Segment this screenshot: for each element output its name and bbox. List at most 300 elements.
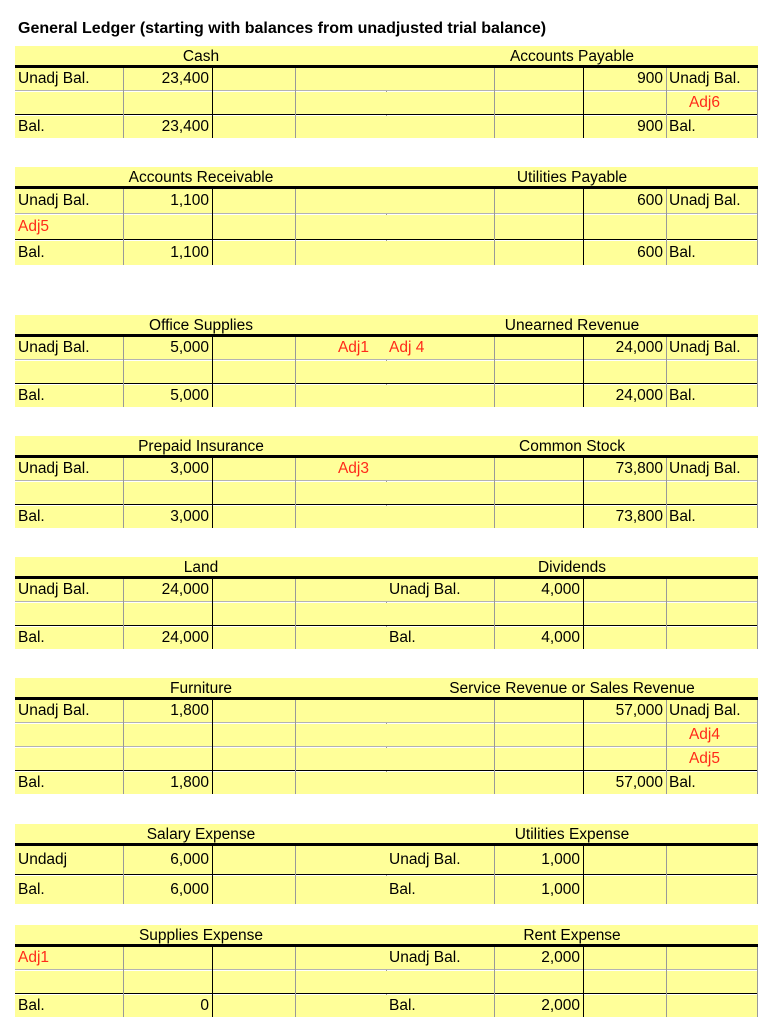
row-label: Unadj Bal. [18,192,90,209]
row-rule [386,359,758,360]
ledger-cell [495,361,583,383]
row-rule [15,993,387,994]
column-rule [123,337,124,407]
debit-amount: 23,400 [161,70,209,87]
column-rule [494,189,495,265]
ledger-cell [667,627,758,649]
ledger-cell [296,995,387,1017]
ledger-cell [213,215,295,239]
row-rule [15,359,387,360]
row-label: Unadj Bal. [389,581,461,598]
ledger-cell [386,458,494,480]
balance-label: Bal. [18,508,45,525]
debit-amount: 3,000 [170,460,209,477]
ledger-cell [15,748,123,770]
balance-label: Bal. [18,881,45,898]
account-utilities-expense [386,824,758,905]
ledger-cell [296,482,387,504]
ledger-cell [213,482,295,504]
balance-amount: 3,000 [170,508,209,525]
ledger-cell [584,971,666,993]
center-rule [212,458,213,528]
balance-amount: 6,000 [170,881,209,898]
ledger-cell [296,603,387,625]
balance-label: Bal. [18,997,45,1014]
account-name: Utilities Payable [516,169,628,186]
ledger-cell [213,458,295,480]
column-rule [123,458,124,528]
column-rule [123,189,124,265]
center-rule [212,68,213,138]
row-label: Unadj Bal. [18,460,90,477]
column-rule [666,68,667,138]
account-accounts-payable [386,46,758,139]
row-rule [386,504,758,505]
ledger-cell [296,189,387,213]
adjustment-label: Adj5 [688,750,720,767]
balance-label: Bal. [18,629,45,646]
account-furniture [15,678,387,795]
row-rule [386,969,758,970]
ledger-cell [386,241,494,265]
debit-amount: 1,100 [170,192,209,209]
ledger-cell [386,772,494,794]
ledger-cell [15,482,123,504]
account-rent-expense [386,925,758,1018]
row-label: Unadj Bal. [669,702,741,719]
ledger-cell [495,700,583,722]
row-rule [15,770,387,771]
ledger-cell [213,971,295,993]
ledger-cell [296,724,387,746]
column-rule [494,947,495,1017]
ledger-cell [667,846,758,874]
balance-amount: 1,100 [170,244,209,261]
column-rule [295,458,296,528]
column-rule [757,947,758,1017]
account-dividends [386,557,758,650]
ledger-cell [296,241,387,265]
ledger-cell [667,947,758,969]
account-name: Common Stock [519,438,625,455]
balance-label: Bal. [389,997,416,1014]
balance-label: Bal. [18,387,45,404]
balance-label: Bal. [669,387,696,404]
row-rule [15,504,387,505]
balance-amount: 57,000 [615,774,663,791]
account-name: Accounts Payable [509,48,635,65]
row-rule [386,90,758,91]
row-rule [15,625,387,626]
balance-label: Bal. [18,774,45,791]
ledger-cell [584,724,666,746]
account-supplies-expense [15,925,387,1018]
credit-amount: 73,800 [615,460,663,477]
ledger-cell [296,947,387,969]
ledger-cell [213,627,295,649]
row-label: Unadj Bal. [18,581,90,598]
ledger-cell [213,748,295,770]
balance-label: Bal. [669,118,696,135]
column-rule [666,337,667,407]
row-rule [15,874,387,875]
balance-label: Bal. [669,508,696,525]
account-name: Furniture [169,680,233,697]
ledger-cell [213,724,295,746]
row-rule [15,383,387,384]
ledger-cell [386,603,494,625]
account-accounts-receivable [15,167,387,266]
debit-amount: 4,000 [541,581,580,598]
adjustment-label: Adj1 [18,949,50,966]
ledger-cell [124,748,212,770]
column-rule [666,579,667,649]
ledger-cell [495,971,583,993]
ledger-cell [124,947,212,969]
row-rule [386,239,758,240]
account-name: Accounts Receivable [128,169,274,186]
row-label: Unadj Bal. [669,70,741,87]
row-label: Unadj Bal. [18,70,90,87]
ledger-cell [386,116,494,138]
account-name: Office Supplies [149,317,253,334]
account-name: Rent Expense [523,927,621,944]
ledger-cell [495,458,583,480]
column-rule [295,700,296,794]
ledger-cell [296,68,387,90]
row-rule [386,625,758,626]
ledger-cell [584,995,666,1017]
column-rule [123,579,124,649]
column-rule [295,337,296,407]
ledger-cell [213,189,295,213]
adjustment-label: Adj5 [18,218,50,235]
ledger-cell [296,627,387,649]
account-name: Land [183,559,219,576]
ledger-cell [15,361,123,383]
page-title: General Ledger (starting with balances from unadjusted trial balance) [18,20,547,37]
row-rule [386,993,758,994]
account-name: Utilities Expense [514,826,630,843]
ledger-cell [124,92,212,114]
ledger-cell [386,385,494,407]
ledger-cell [15,92,123,114]
column-rule [757,846,758,904]
column-rule [494,579,495,649]
ledger-cell [495,241,583,265]
ledger-cell [386,700,494,722]
ledger-cell [296,748,387,770]
ledger-cell [495,215,583,239]
column-rule [494,700,495,794]
row-rule [386,874,758,875]
ledger-cell [296,971,387,993]
ledger-cell [386,482,494,504]
row-rule [15,213,387,214]
ledger-cell [296,579,387,601]
debit-amount: 6,000 [170,851,209,868]
row-label: Unadj Bal. [389,851,461,868]
ledger-cell [124,482,212,504]
balance-label: Bal. [389,629,416,646]
column-rule [666,700,667,794]
ledger-cell [213,337,295,359]
row-label: Unadj Bal. [669,192,741,209]
row-label: Unadj Bal. [669,339,741,356]
ledger-cell [213,579,295,601]
row-rule [386,383,758,384]
ledger-cell [213,876,295,904]
row-label: Unadj Bal. [18,339,90,356]
ledger-cell [584,876,666,904]
balance-label: Bal. [669,244,696,261]
adjustment-label: Adj1 [337,339,369,356]
account-salary-expense [15,824,387,905]
ledger-cell [296,506,387,528]
account-land [15,557,387,650]
debit-amount: 1,800 [170,702,209,719]
balance-amount: 24,000 [615,387,663,404]
account-name: Cash [182,48,220,65]
ledger-cell [667,579,758,601]
ledger-cell [584,215,666,239]
center-rule [583,68,584,138]
account-common-stock [386,436,758,529]
column-rule [123,846,124,904]
ledger-cell [296,846,387,874]
ledger-cell [124,724,212,746]
row-rule [15,480,387,481]
row-label: Unadj Bal. [669,460,741,477]
column-rule [757,189,758,265]
column-rule [123,68,124,138]
debit-amount: 2,000 [541,949,580,966]
column-rule [295,68,296,138]
ledger-cell [386,68,494,90]
column-rule [494,337,495,407]
account-name: Prepaid Insurance [138,438,264,455]
center-rule [212,337,213,407]
ledger-cell [495,724,583,746]
ledger-cell [15,724,123,746]
center-rule [583,579,584,649]
credit-amount: 900 [637,70,663,87]
column-rule [757,458,758,528]
ledger-cell [213,68,295,90]
center-rule [212,579,213,649]
center-rule [583,947,584,1017]
balance-amount: 900 [637,118,663,135]
column-rule [666,846,667,904]
ledger-cell [386,506,494,528]
balance-amount: 5,000 [170,387,209,404]
ledger-cell [213,603,295,625]
debit-amount: 1,000 [541,851,580,868]
ledger-cell [495,189,583,213]
column-rule [295,846,296,904]
ledger-cell [495,116,583,138]
column-rule [666,947,667,1017]
center-rule [583,458,584,528]
balance-label: Bal. [389,881,416,898]
ledger-cell [386,361,494,383]
ledger-cell [15,603,123,625]
balance-amount: 4,000 [541,629,580,646]
column-rule [295,189,296,265]
ledger-cell [667,482,758,504]
credit-amount: 57,000 [615,702,663,719]
ledger-cell [584,947,666,969]
ledger-cell [584,92,666,114]
adjustment-label: Adj4 [688,726,720,743]
ledger-cell [495,385,583,407]
ledger-cell [584,846,666,874]
ledger-cell [213,700,295,722]
center-rule [212,846,213,904]
balance-amount: 1,000 [541,881,580,898]
balance-amount: 1,800 [170,774,209,791]
row-rule [386,770,758,771]
ledger-cell [667,971,758,993]
ledger-cell [495,482,583,504]
row-label: Undadj [18,851,68,868]
account-cash [15,46,387,139]
ledger-cell [495,506,583,528]
column-rule [123,947,124,1017]
row-rule [15,114,387,115]
ledger-cell [584,482,666,504]
credit-amount: 600 [637,192,663,209]
ledger-cell [495,92,583,114]
ledger-cell [296,700,387,722]
center-rule [583,189,584,265]
column-rule [494,68,495,138]
credit-amount: 24,000 [615,339,663,356]
adjustment-label: Adj 4 [389,339,425,356]
ledger-cell [584,603,666,625]
balance-label: Bal. [669,774,696,791]
center-rule [583,846,584,904]
ledger-cell [495,748,583,770]
ledger-cell [584,361,666,383]
column-rule [757,700,758,794]
ledger-cell [667,603,758,625]
row-label: Unadj Bal. [18,702,90,719]
row-rule [15,969,387,970]
ledger-cell [124,215,212,239]
ledger-cell [213,92,295,114]
column-rule [757,68,758,138]
row-rule [386,722,758,723]
ledger-cell [386,724,494,746]
row-rule [15,722,387,723]
account-office-supplies [15,315,387,408]
column-rule [295,579,296,649]
center-rule [583,700,584,794]
ledger-cell [213,241,295,265]
row-rule [15,601,387,602]
ledger-cell [296,361,387,383]
account-service-revenue [386,678,758,795]
ledger-cell [584,579,666,601]
ledger-cell [386,971,494,993]
ledger-cell [296,876,387,904]
ledger-cell [213,385,295,407]
center-rule [212,947,213,1017]
balance-amount: 600 [637,244,663,261]
ledger-cell [213,846,295,874]
row-label: Unadj Bal. [389,949,461,966]
ledger-cell [667,995,758,1017]
column-rule [123,700,124,794]
ledger-cell [584,627,666,649]
ledger-cell [667,876,758,904]
row-rule [386,601,758,602]
account-name: Salary Expense [146,826,256,843]
account-unearned-revenue [386,315,758,408]
ledger-cell [213,947,295,969]
ledger-cell [386,189,494,213]
ledger-cell [296,116,387,138]
row-rule [386,213,758,214]
adjustment-label: Adj3 [337,460,369,477]
ledger-cell [495,772,583,794]
account-utilities-payable [386,167,758,266]
column-rule [494,846,495,904]
account-name: Service Revenue or Sales Revenue [449,680,695,697]
ledger-cell [296,772,387,794]
column-rule [757,579,758,649]
row-rule [15,90,387,91]
column-rule [494,458,495,528]
ledger-cell [213,506,295,528]
ledger-cell [296,92,387,114]
ledger-cell [584,748,666,770]
balance-amount: 73,800 [615,508,663,525]
adjustment-label: Adj6 [688,94,720,111]
balance-label: Bal. [18,244,45,261]
ledger-cell [296,385,387,407]
column-rule [757,337,758,407]
column-rule [295,947,296,1017]
account-name: Unearned Revenue [504,317,640,334]
account-name: Dividends [537,559,607,576]
row-rule [386,480,758,481]
balance-amount: 23,400 [161,118,209,135]
ledger-cell [124,603,212,625]
row-rule [15,239,387,240]
ledger-cell [495,337,583,359]
account-prepaid-insurance [15,436,387,529]
ledger-cell [386,215,494,239]
ledger-cell [213,361,295,383]
ledger-cell [15,971,123,993]
ledger-cell [296,215,387,239]
center-rule [212,700,213,794]
column-rule [666,458,667,528]
debit-amount: 5,000 [170,339,209,356]
ledger-cell [124,361,212,383]
ledger-cell [667,215,758,239]
ledger-cell [386,748,494,770]
balance-label: Bal. [18,118,45,135]
account-name: Supplies Expense [138,927,264,944]
ledger-cell [213,116,295,138]
center-rule [212,189,213,265]
ledger-cell [386,92,494,114]
ledger-cell [495,68,583,90]
balance-amount: 24,000 [161,629,209,646]
